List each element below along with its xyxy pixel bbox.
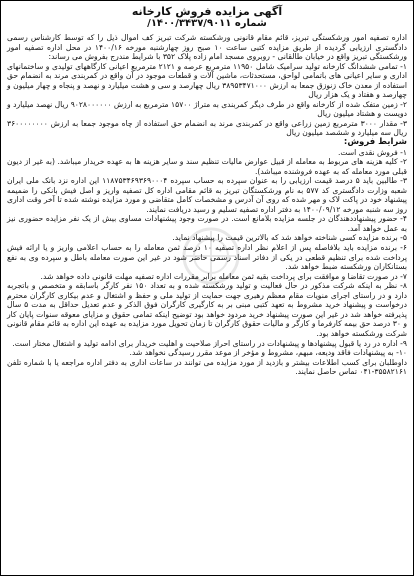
notice-body	[7, 33, 407, 377]
item-2: ۲- زمین متفک شده از کارخانه واقع در طرف دیگر کمربندی به متراژ ۱۵۷۰۰ مترمربع به ارزش ۹۰۲۸۰۰۰۰۰۰ ریال نهصد میلیارد و دویست و هشتاد میلیون ریال	[7, 99, 408, 119]
intro-paragraph: اداره تصفیه امور ورشکستگی تبریز، قائم مقام قانونی ورشکسته شرکت تبریز کف اموال ذیل را که توسط کارشناس رسمی دادگستری ارزیابی گردیده از طریق مزایده کتبی ساعت ۱۰ صبح روز چهارشنبه مورخه ۱۴۰۰/۱۶ در محل اداره تصفیه امور ورشکستگی تبریز واقع در خیابان طالقانی - روبروی مسجد امام زاده پلاک ۳۵۲ با شرایط مندرج بفروش می رساند:	[7, 33, 408, 62]
item-3: ۳- مقدار ۳۰۰۰ مترمربع زمین زراعی واقع در کمربندی مرند به انضمام حق استفاده از چاه موجود جمعا به ارزش ۳۶۰۰۰۰۰۰۰۰ ریال سه میلیارد و ششصد میلیون ریال	[7, 118, 407, 138]
closing-paragraph: داوطلبان برای کسب اطلاعات بیشتر و بازدید از مورد مزایده می توانند در ساعات اداری به دفتر اداره مراجعه یا با شماره تلفن ۳۵۵۸۲۱۶۱-۰۴۱ تماس حاصل نمایند.	[7, 357, 407, 377]
notice-title: آگهی مزایده فروش کارخانه	[131, 5, 283, 18]
condition-7: ۷- در صورت تقاضا و موافقت برای پرداخت بقیه ثمن معامله برابر مقررات اداره تصفیه مهلت قانونی داده خواهد شد.	[40, 271, 407, 281]
condition-9: ۹- اداره در رد یا قبول پیشنهادها و پیشنهادات در راستای احراز صلاحیت و اهلیت خریدار برای ادامه تولید و اشتغال مختار است.	[12, 338, 407, 348]
condition-4: ۴- حضور پیشنهاددهندگان در جلسه مزایده بلامانع است. در صورت وجود پیشنهادات مساوی بیش از یک نفر مزایده حضوری نیز به عمل خواهد آمد.	[7, 214, 407, 233]
item-1: ۱- تمامی ششدانگ کارخانه تولید سرامیک شامل ۱۱۹۵۰ مترمربع عرصه و ۲۱۲۱ مترمربع اعیانی کارگاههای تولیدی و ساختمانهای اداری و سایر اعیانی های باتمامی لواحق، مستحدثات، ماشین آلات و قطعات موجود در آن واقع در کمربندی مرند به انضمام حق استفاده از معدن خاک زنوزق جمعا به ارزش ۳۸۹۵۳۴۷۱۰۰۰ ریال چهارصد و سی و هشت میلیارد و نهصد و پنجاه و چهار میلیون و چهارصد و هفتاد و یک هزار ریال	[7, 61, 408, 100]
condition-5: ۵- برنده مزایده کسی شناخته خواهد شد که بالاترین قیمت را پیشنهاد نماید.	[172, 233, 407, 243]
conditions-title: شرایط فروش:	[343, 137, 407, 148]
notice-number: شماره ۱۴۰۰/۳۴۳۷/۹۰۱۱/	[147, 18, 267, 29]
condition-10: ۱۰- به پیشنهادات فاقد ودیعه، مبهم، مشروط و مؤخر از موعد مقرر رسیدگی نخواهد شد.	[129, 348, 407, 358]
condition-8: ۸- نظر به اینکه شرکت مذکور در حال فعالیت و تولید ورشکسته شده و به تعداد ۱۵۰ نفر کارگر باسابقه و متخصص و باتجربه دارد و در راستای اجرای منویات مقام معظم رهبری جهت حمایت از تولید ملی و حفظ و اشتغال و عدم بیکاری کارگران محترم درخواست و پیشنهاد خرید مشروط به تعهد کتبی مبنی بر به کارگیری کارگران فوق الذکر و عدم تعدیل حداقل به مدت ۵ سال پذیرفته خواهد شد در غیر این صورت پیشنهاد خرید مردود خواهد بود توضیح اینکه تمامی حقوق و مزایای معوقه سنوات پایان کار و ۳۰ درصد حق بیمه کارفرما و کارگر و مالیات حقوق کارگران تا زمان تحویل مورد مزایده به عهده این اداره به قائم مقام قانونی شرکت ورشکسته خواهد بود.	[7, 281, 408, 338]
condition-2: ۲- کلیه هزینه های مربوط به معامله از قبیل عوارض مالیات تنظیم سند و سایر هزینه ها به عهده خریدار میباشد. (به غیر از دیون قبلی مورد معامله که به عهده فروشنده میباشد).	[7, 157, 407, 176]
condition-3: ۳- طالبین باید ۵ درصد قیمت ارزیابی را به عنوان سپرده به حساب سپرده ۱۱۸۷۵۳۴۶۹۳۶۹۰۰۰۴ این اداره نزد بانک ملی ایران شعبه وزارت دادگستری کد ۵۷۷ به نام ورشکستگان تبریز به قائم مقامی اداره کل تصفیه واریز و اصل فیش بانکی را ضمیمه پیشنهاد خود در پاکت لاک و مهر شده که روی آن آدرس و مشخصات کامل متقاضی و مورد مزایده نوشته شده تا آخر وقت اداری روز سه شنبه مورخه ۱۴۰۰/۰۹/۱۲ به دفتر اداره تصفیه تسلیم و رسید دریافت نمایند.	[7, 176, 407, 214]
condition-1: ۱- فروش نقدی است.	[337, 147, 407, 157]
condition-6: ۶- برنده مزایده باید بلافاصله پس از اعلام نظر اداره تصفیه ۱۰ درصد ثمن معامله را به حساب اعلامی واریز و یا ارائه فیش پرداخت شده برای تنظیم قطعی در یکی از دفاتر اسناد رسمی حاضر شود در غیر این صورت معامله باطل و سپرده وی به نفع بستانکاران ورشکسته ضبط خواهد شد.	[7, 243, 407, 272]
notice-header	[7, 5, 407, 30]
